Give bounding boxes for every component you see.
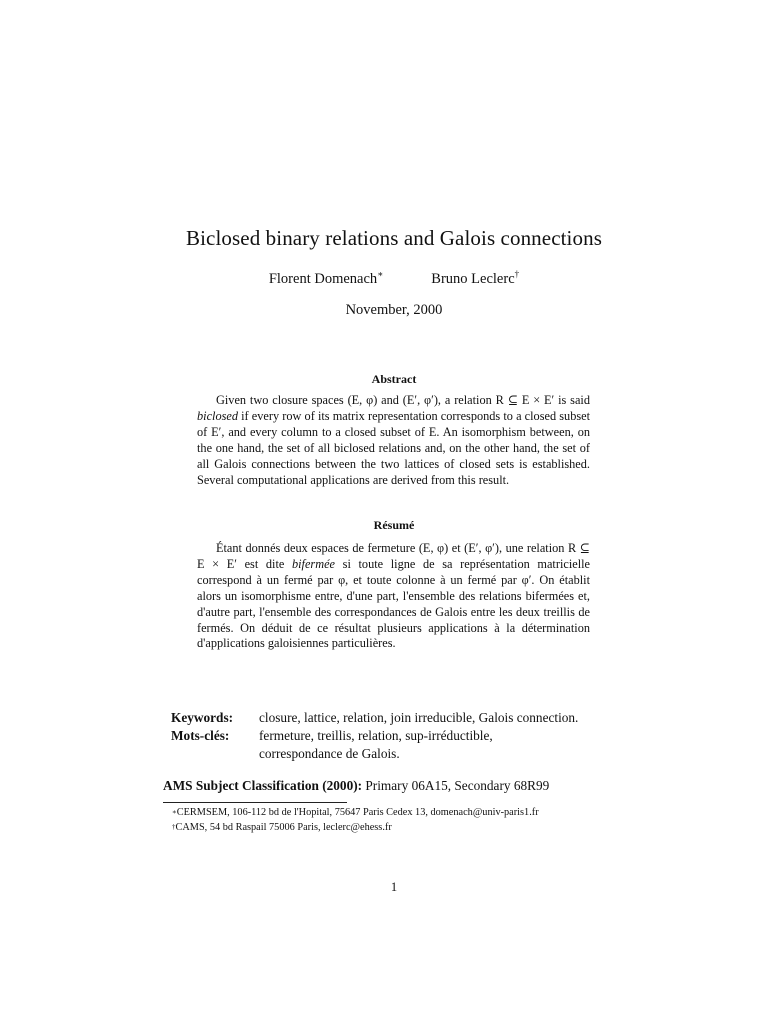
footnote-1-mark: ∗ [172,808,177,816]
resume-text-2: si toute ligne de sa représentation matricielle correspond à un fermé par φ, et toute colonne à un fermé par φ′. On établit alors un isomorphisme entre, d'une part, l'ensemble des relations bifermées et, d'autre part, l'ensemble des correspondances de Galois entre les deux treillis de fermés. On déduit de ce résultat plusieurs applications à la détermination d'applications galoisiennes particulières. [197,556,590,651]
ams-value: Primary 06A15, Secondary 68R99 [365,778,550,793]
keywords-label: Keywords: [171,710,234,725]
footnote-1-text: CERMSEM, 106-112 bd de l'Hopital, 75647 Paris Cedex 13, domenach@univ-paris1.fr [176,807,539,818]
footnote-1 [172,806,539,820]
motscles-label: Mots-clés: [171,728,230,743]
resume-body [197,541,590,652]
resume-heading: Résumé [373,518,415,532]
ams-label: AMS Subject Classification (2000): [163,778,363,793]
resume-emphasis: bifermée [291,556,336,571]
resume-text-1: Étant donnés deux espaces de fermeture (E, φ) et (E′, φ′), une relation R ⊆ E × E′ est dite [197,541,590,571]
motscles-spacer [171,745,259,763]
motscles-row-2 [171,745,578,763]
author-2-mark: † [514,269,520,279]
abstract-body [197,393,590,488]
author-1-name: Florent Domenach [268,271,378,287]
author-2-name: Bruno Leclerc [431,271,515,287]
abstract-emphasis: biclosed [197,408,238,423]
abstract-text-1: Given two closure spaces (E, φ) and (E′, φ′), a relation R ⊆ E × E′ is said [216,393,590,407]
keywords-value: closure, lattice, relation, join irreducible, Galois connection. [259,710,579,725]
paper-title: Biclosed binary relations and Galois connections [186,226,602,250]
author-1 [269,271,383,287]
motscles-value-1: fermeture, treillis, relation, sup-irréductible, [259,728,493,743]
abstract-text-2: if every row of its matrix representation corresponds to a closed subset of E′, and every column to a closed subset of E. An isomorphism between, on the one hand, the set of all biclosed relations and, on the other hand, the set of all Galois connections between the two lattices of closed sets is established. Several computational applications are derived from this result. [197,408,590,487]
footnote-rule [163,802,347,803]
page-number: 1 [390,880,398,894]
abstract-heading: Abstract [371,372,417,386]
footnote-2 [172,821,392,835]
footnote-2-text: CAMS, 54 bd Raspail 75006 Paris, leclerc@ehess.fr [175,822,392,833]
author-1-mark: ∗ [377,269,384,279]
footnote-2-mark: † [172,823,176,831]
author-2 [431,271,519,287]
ams-classification [163,778,549,794]
keywords-table [171,709,578,763]
motscles-row [171,727,578,745]
motscles-value-2: correspondance de Galois. [259,746,400,761]
paper-date: November, 2000 [345,302,443,318]
author-line [0,271,768,288]
keywords-row [171,709,578,727]
